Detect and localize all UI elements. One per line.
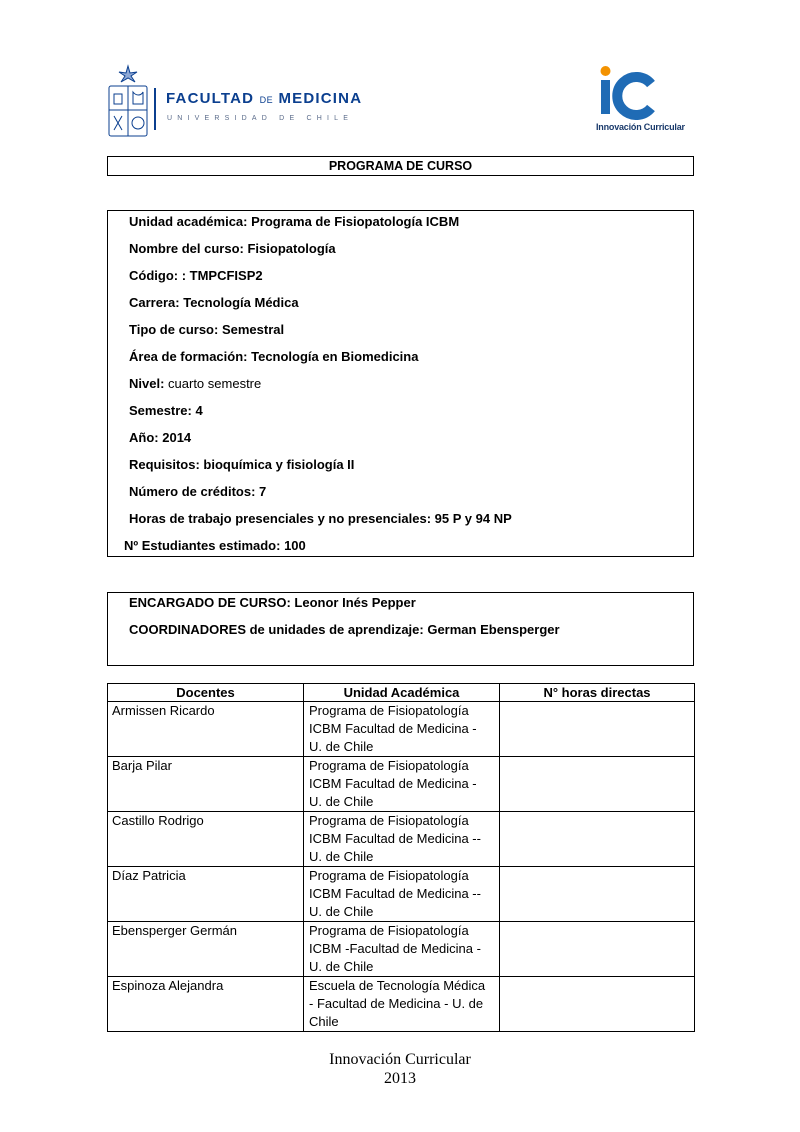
info-creditos: Número de créditos: 7 bbox=[129, 484, 267, 499]
info-codigo: Código: : TMPCFISP2 bbox=[129, 268, 263, 283]
header-docentes: Docentes bbox=[108, 684, 304, 702]
cell-unidad: Programa de Fisiopatología ICBM Facultad de Medicina -- U. de Chile bbox=[304, 812, 500, 867]
cell-horas bbox=[500, 812, 695, 867]
header-horas: N° horas directas bbox=[500, 684, 695, 702]
footer-line2: 2013 bbox=[384, 1070, 416, 1087]
cell-docente: Díaz Patricia bbox=[108, 867, 304, 922]
course-info-box bbox=[107, 210, 694, 557]
coordinadores-line: COORDINADORES de unidades de aprendizaje: German Ebensperger bbox=[129, 622, 560, 637]
innovacion-curricular-logo bbox=[592, 62, 686, 138]
cell-horas bbox=[500, 922, 695, 977]
university-crest-icon bbox=[106, 64, 150, 138]
document-title: PROGRAMA DE CURSO bbox=[107, 156, 694, 176]
info-unidad: Unidad académica: Programa de Fisiopatología ICBM bbox=[129, 214, 460, 229]
cell-docente: Armissen Ricardo bbox=[108, 702, 304, 757]
cell-docente: Espinoza Alejandra bbox=[108, 977, 304, 1032]
footer-line1: Innovación Curricular bbox=[329, 1051, 471, 1068]
info-anio: Año: 2014 bbox=[129, 430, 192, 445]
encargado-box bbox=[107, 592, 694, 666]
cell-docente: Castillo Rodrigo bbox=[108, 812, 304, 867]
info-requisitos: Requisitos: bioquímica y fisiología II bbox=[129, 457, 355, 472]
cell-horas bbox=[500, 867, 695, 922]
cell-unidad: Programa de Fisiopatología ICBM -Facultad de Medicina - U. de Chile bbox=[304, 922, 500, 977]
info-area: Área de formación: Tecnología en Biomedicina bbox=[129, 349, 419, 364]
info-nombre: Nombre del curso: Fisiopatología bbox=[129, 241, 336, 256]
header-unidad: Unidad Académica bbox=[304, 684, 500, 702]
teachers-table bbox=[107, 683, 695, 1032]
table-row bbox=[108, 867, 695, 922]
cell-unidad: Programa de Fisiopatología ICBM Facultad de Medicina -- U. de Chile bbox=[304, 867, 500, 922]
info-semestre: Semestre: 4 bbox=[129, 403, 203, 418]
info-estudiantes: Nº Estudiantes estimado: 100 bbox=[124, 538, 306, 553]
cell-horas bbox=[500, 702, 695, 757]
faculty-logo bbox=[106, 64, 366, 140]
table-row bbox=[108, 922, 695, 977]
university-name: UNIVERSIDAD DE CHILE bbox=[167, 115, 354, 122]
cell-unidad: Escuela de Tecnología Médica - Facultad de Medicina - U. de Chile bbox=[304, 977, 500, 1032]
cell-unidad: Programa de Fisiopatología ICBM Facultad de Medicina - U. de Chile bbox=[304, 702, 500, 757]
info-tipo: Tipo de curso: Semestral bbox=[129, 322, 285, 337]
faculty-title: FACULTAD DE MEDICINA bbox=[166, 90, 363, 107]
logo-divider bbox=[154, 88, 156, 130]
table-row bbox=[108, 702, 695, 757]
ic-caption: Innovación Curricular bbox=[596, 122, 685, 132]
info-carrera: Carrera: Tecnología Médica bbox=[129, 295, 299, 310]
cell-docente: Barja Pilar bbox=[108, 757, 304, 812]
info-horas: Horas de trabajo presenciales y no presenciales: 95 P y 94 NP bbox=[129, 511, 512, 526]
page-footer bbox=[0, 1050, 800, 1088]
info-nivel: Nivel: cuarto semestre bbox=[129, 376, 262, 391]
cell-horas bbox=[500, 977, 695, 1032]
cell-horas bbox=[500, 757, 695, 812]
cell-docente: Ebensperger Germán bbox=[108, 922, 304, 977]
cell-unidad: Programa de Fisiopatología ICBM Facultad de Medicina - U. de Chile bbox=[304, 757, 500, 812]
table-row bbox=[108, 977, 695, 1032]
encargado-line: ENCARGADO DE CURSO: Leonor Inés Pepper bbox=[129, 595, 416, 610]
ic-logo-icon bbox=[597, 62, 655, 120]
table-row bbox=[108, 812, 695, 867]
table-row bbox=[108, 757, 695, 812]
table-header-row bbox=[108, 684, 695, 702]
